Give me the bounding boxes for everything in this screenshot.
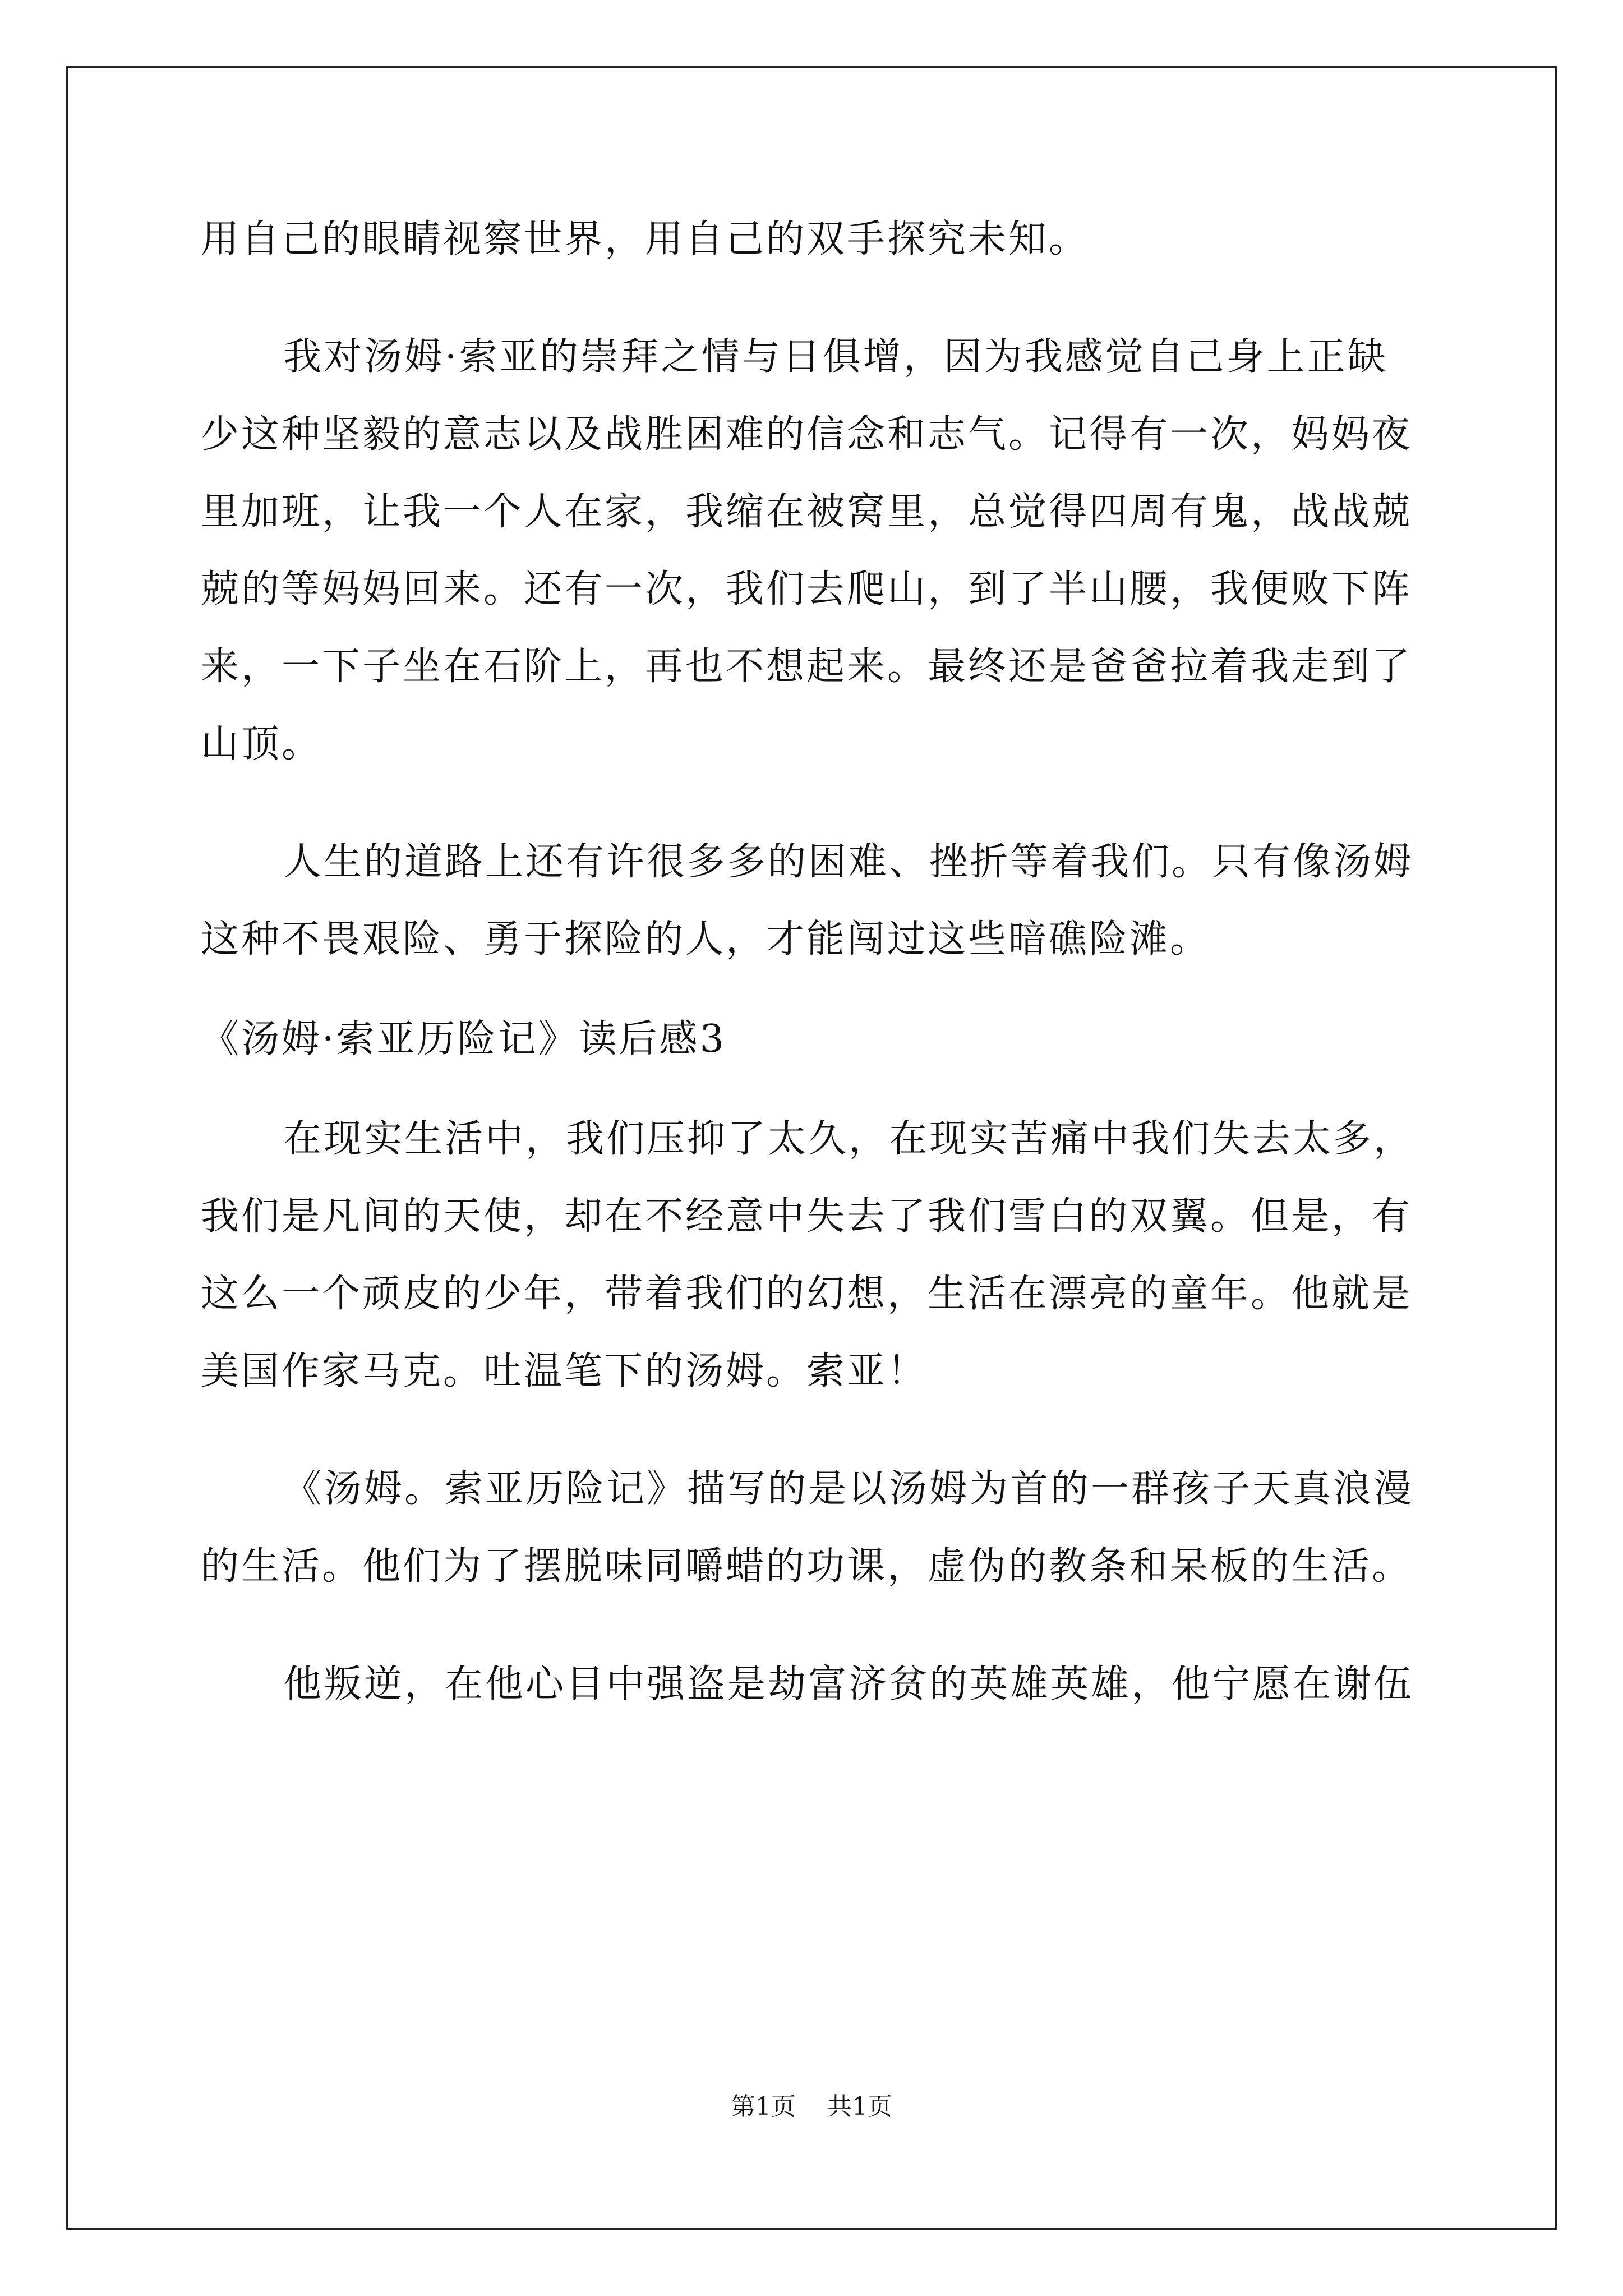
- paragraph-first-line: 人生的道路上还有许很多多的困难、挫折等着我们。只有像汤姆: [283, 840, 1414, 884]
- paragraph-first-line: 在现实生活中，我们压抑了太久，在现实苦痛中我们失去太多，: [283, 1117, 1414, 1161]
- paragraph-first-line: 他叛逆，在他心目中强盗是劫富济贫的英雄英雄，他宁愿在谢伍: [283, 1662, 1414, 1706]
- paragraph-first-line: 我对汤姆·索亚的崇拜之情与日俱增，因为我感觉自己身上正缺: [283, 335, 1388, 379]
- text-line: 来，一下子坐在石阶上，再也不想起来。最终还是爸爸拉着我走到了: [201, 645, 1413, 689]
- text-line: 我们是凡间的天使，却在不经意中失去了我们雪白的双翼。但是，有: [201, 1194, 1413, 1239]
- page-total: 共1页: [827, 2092, 892, 2121]
- text-line: 山顶。: [201, 722, 322, 766]
- text-line: 美国作家马克。吐温笔下的汤姆。索亚！: [201, 1349, 928, 1393]
- text-line: 用自己的眼睛视察世界，用自己的双手探究未知。: [201, 217, 1090, 261]
- page-number: 第1页: [731, 2092, 796, 2121]
- page-footer: [0, 2091, 1623, 2123]
- section-heading: 《汤姆·索亚历险记》读后感3: [201, 1017, 726, 1061]
- text-line: 里加班，让我一个人在家，我缩在被窝里，总觉得四周有鬼，战战兢: [201, 490, 1413, 534]
- text-line: 的生活。他们为了摆脱味同嚼蜡的功课，虚伪的教条和呆板的生活。: [201, 1544, 1413, 1589]
- text-line: 兢的等妈妈回来。还有一次，我们去爬山，到了半山腰，我便败下阵: [201, 567, 1413, 611]
- text-line: 少这种坚毅的意志以及战胜困难的信念和志气。记得有一次，妈妈夜: [201, 412, 1413, 457]
- paragraph-first-line: 《汤姆。索亚历险记》描写的是以汤姆为首的一群孩子天真浪漫: [283, 1467, 1414, 1511]
- text-line: 这种不畏艰险、勇于探险的人，才能闯过这些暗礁险滩。: [201, 917, 1211, 961]
- text-line: 这么一个顽皮的少年，带着我们的幻想，生活在漂亮的童年。他就是: [201, 1272, 1413, 1316]
